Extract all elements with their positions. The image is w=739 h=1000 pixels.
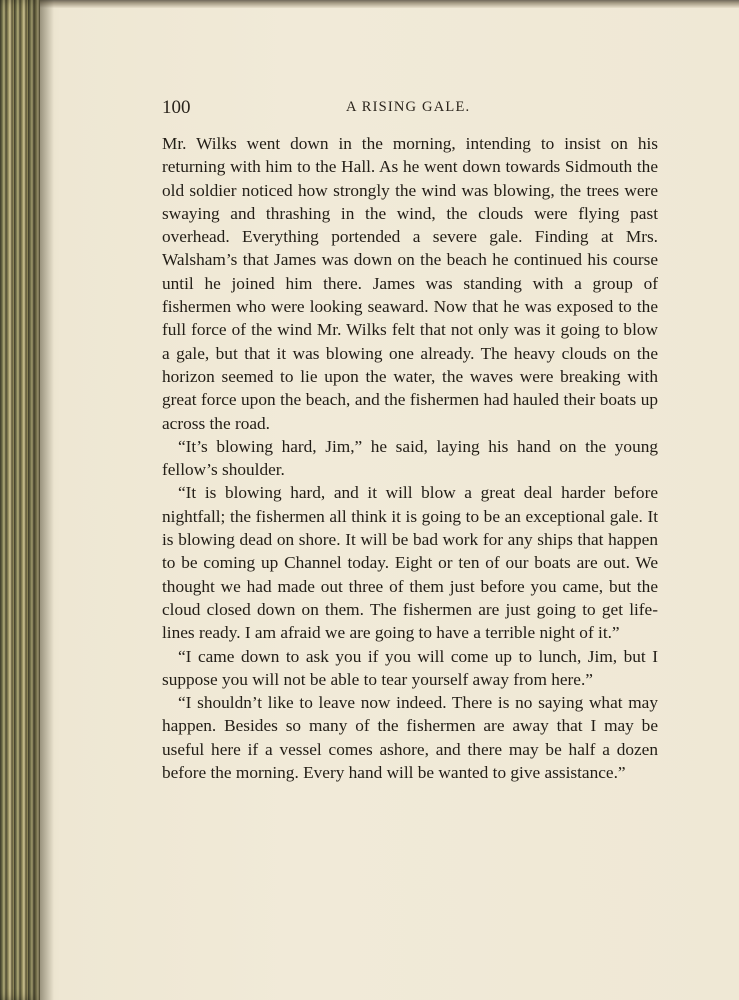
paragraph: “I shouldn’t like to leave now indeed. There is no saying what may happen. Besides so many of the fishermen are away that I may be useful here if a vessel comes ashore, and there may be half a dozen before the morning. Every hand will be wanted to give assistance.” — [162, 693, 658, 783]
book-spine — [0, 0, 40, 1000]
paragraph: “I came down to ask you if you will come up to lunch, Jim, but I suppose you will not be able to tear yourself away from here.” — [162, 646, 658, 689]
paragraph: Mr. Wilks went down in the morning, intending to insist on his returning with him to the Hall. As he went down towards Sidmouth the old soldier noticed how strongly the wind was blowing, the trees were swaying and thrashing in the wind, the clouds were flying past overhead. Everything portended a severe gale. Finding at Mrs. Walsham’s that James was down on the beach he continued his course until he joined him there. James was standing with a group of fishermen who were looking seaward. Now that he was exposed to the full force of the wind Mr. Wilks felt that not only was it going to blow a gale, but that it was blowing one already. The heavy clouds on the horizon seemed to lie upon the water, the waves were breaking with great force upon the beach, and the fishermen had hauled their boats up across the road. — [162, 134, 658, 433]
running-head: A RISING GALE. — [346, 99, 471, 115]
page-number: 100 — [162, 97, 191, 118]
page-header — [162, 97, 658, 121]
body-text — [162, 132, 658, 784]
spine-shadow — [40, 0, 54, 1000]
paragraph: “It is blowing hard, and it will blow a great deal harder before nightfall; the fishermen all think it is going to be an exceptional gale. It is blowing dead on shore. It will be bad work for any ships that happen to be coming up Channel today. Eight or ten of our boats are out. We thought we had made out three of them just before you came, but the cloud closed down on them. The fishermen are just going to get lifelines ready. I am afraid we are going to have a terrible night of it.” — [162, 483, 658, 643]
paragraph: “It’s blowing hard, Jim,” he said, laying his hand on the young fellow’s shoulder. — [162, 436, 658, 480]
page-top-edge — [0, 0, 739, 8]
